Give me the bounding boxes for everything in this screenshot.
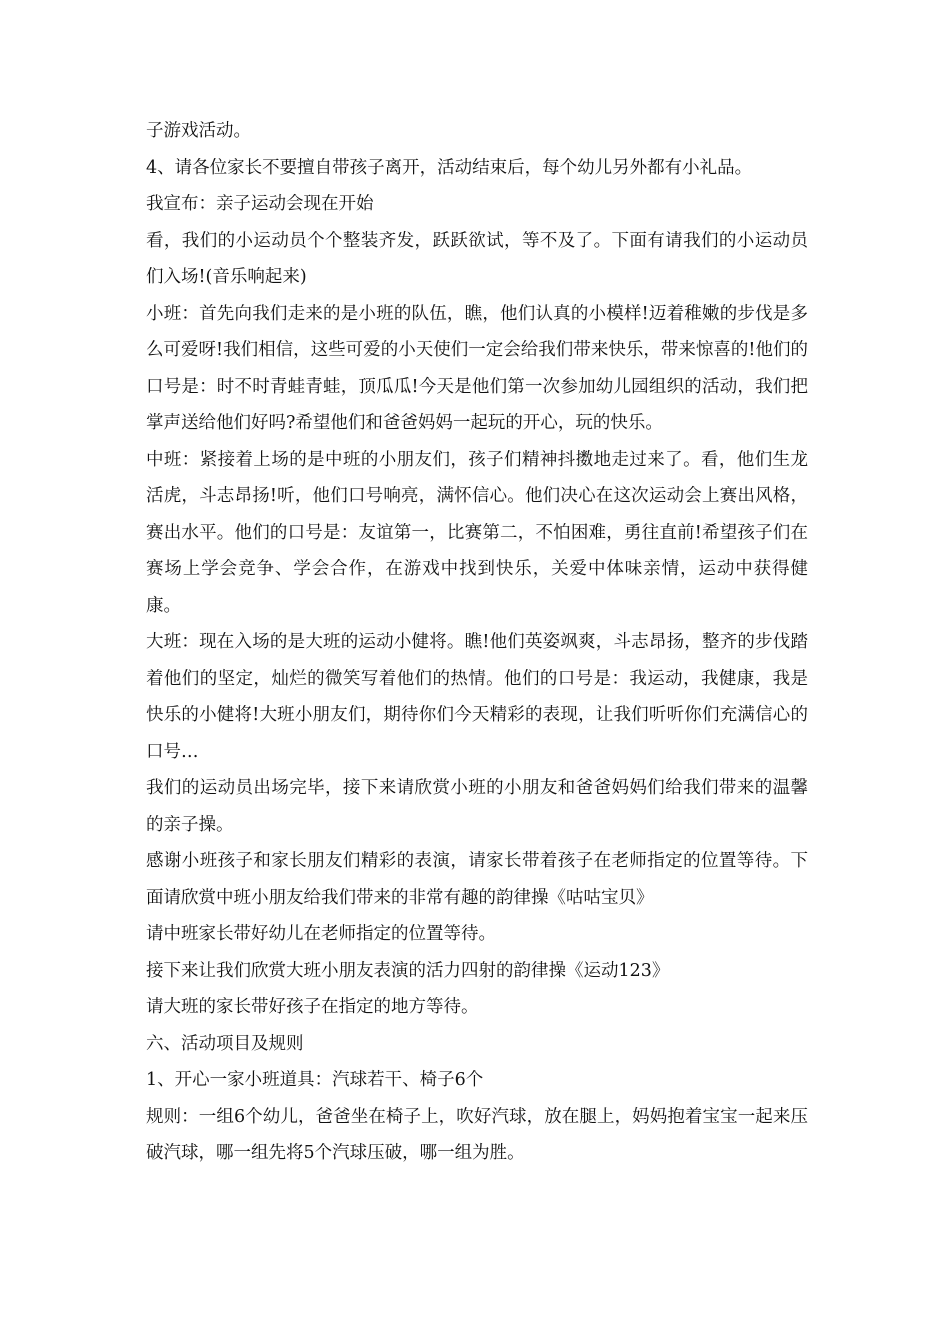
paragraph: 大班：现在入场的是大班的运动小健将。瞧!他们英姿飒爽，斗志昂扬，整齐的步伐踏着他们的坚定，灿烂的微笑写着他们的热情。他们的口号是：我运动，我健康，我是快乐的小健将!大班小朋友们，期待你们今天精彩的表现，让我们听听你们充满信心的口号… [146,632,808,762]
paragraph: 看，我们的小运动员个个整装齐发，跃跃欲试，等不及了。下面有请我们的小运动员们入场!(音乐响起来) [146,230,808,287]
paragraph: 感谢小班孩子和家长朋友们精彩的表演，请家长带着孩子在老师指定的位置等待。下面请欣赏中班小朋友给我们带来的非常有趣的韵律操《咕咕宝贝》 [146,851,808,908]
paragraph: 请大班的家长带好孩子在指定的地方等待。 [146,997,479,1017]
paragraph: 中班：紧接着上场的是中班的小朋友们，孩子们精神抖擞地走过来了。看，他们生龙活虎，斗志昂扬!听，他们口号响亮，满怀信心。他们决心在这次运动会上赛出风格，赛出水平。他们的口号是：友谊第一，比赛第二，不怕困难，勇往直前!希望孩子们在赛场上学会竞争、学会合作，在游戏中找到快乐，关爱中体味亲情，运动中获得健康。 [146,449,808,616]
paragraph: 我们的运动员出场完毕，接下来请欣赏小班的小朋友和爸爸妈妈们给我们带来的温馨的亲子操。 [146,778,808,835]
paragraph: 1、开心一家小班道具：汽球若干、椅子6个 [146,1070,484,1090]
document-body [146,113,808,1172]
paragraph: 我宣布：亲子运动会现在开始 [146,194,374,214]
paragraph: 4、请各位家长不要擅自带孩子离开，活动结束后，每个幼儿另外都有小礼品。 [146,157,753,178]
paragraph: 规则：一组6个幼儿，爸爸坐在椅子上，吹好汽球，放在腿上，妈妈抱着宝宝一起来压破汽球，哪一组先将5个汽球压破，哪一组为胜。 [146,1106,808,1163]
section-heading: 六、活动项目及规则 [146,1033,304,1054]
paragraph: 请中班家长带好幼儿在老师指定的位置等待。 [146,924,496,944]
paragraph: 子游戏活动。 [146,121,251,141]
paragraph: 小班：首先向我们走来的是小班的队伍，瞧，他们认真的小模样!迈着稚嫩的步伐是多么可爱呀!我们相信，这些可爱的小天使们一定会给我们带来快乐，带来惊喜的!他们的口号是：时不时青蛙青蛙，顶瓜瓜!今天是他们第一次参加幼儿园组织的活动，我们把掌声送给他们好吗?希望他们和爸爸妈妈一起玩的开心，玩的快乐。 [146,303,808,433]
paragraph: 接下来让我们欣赏大班小朋友表演的活力四射的韵律操《运动123》 [146,960,670,981]
